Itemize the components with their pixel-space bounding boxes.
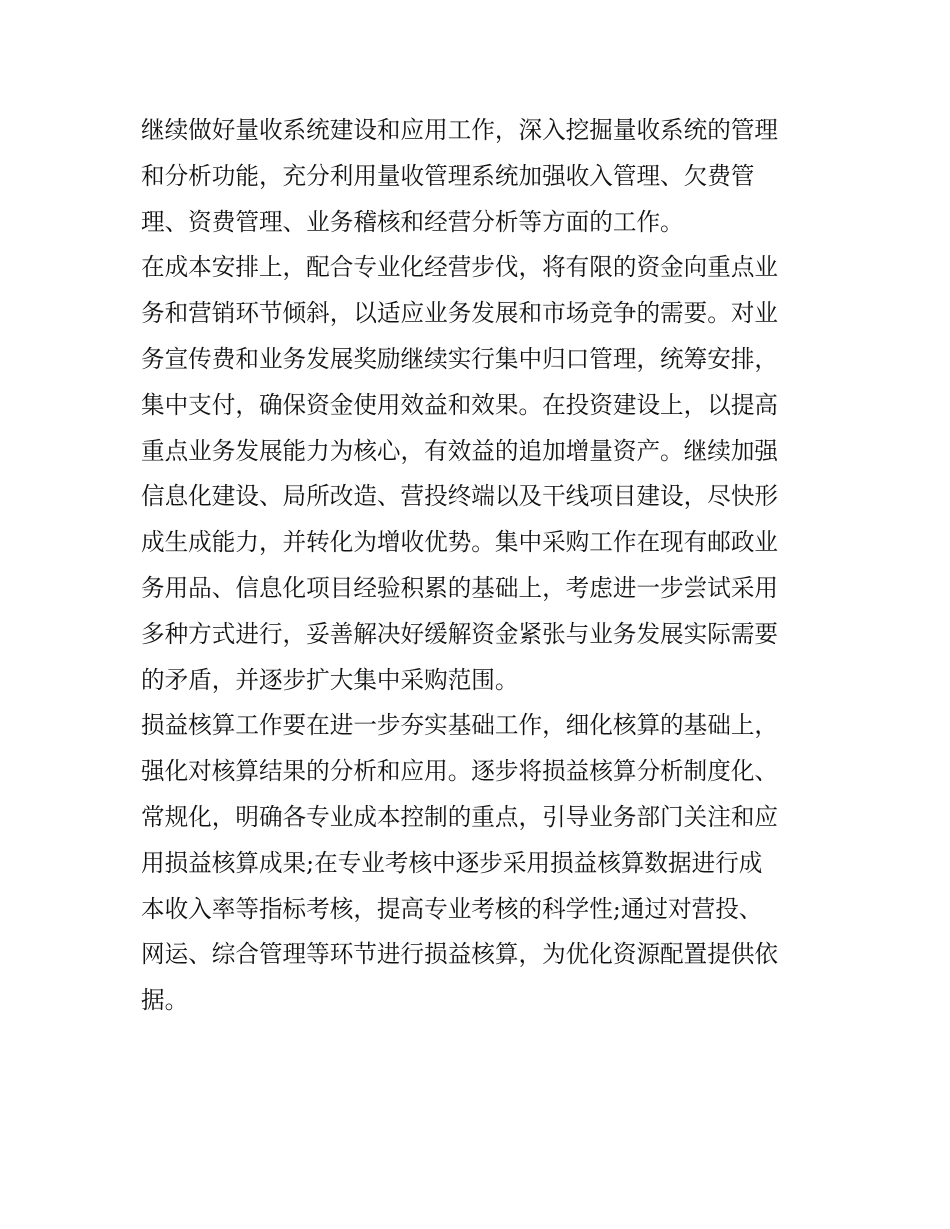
paragraph-1 <box>141 108 813 245</box>
text-line: 理、资费管理、业务稽核和经营分析等方面的工作。 <box>141 207 684 236</box>
text-line: 的矛盾，并逐步扩大集中采购范围。 <box>141 665 519 694</box>
paragraph-3 <box>141 703 813 1024</box>
text-line: 和分析功能，充分利用量收管理系统加强收入管理、欠费管 <box>141 161 755 190</box>
text-line: 重点业务发展能力为核心，有效益的追加增量资产。继续加强 <box>141 436 779 465</box>
text-line: 用损益核算成果;在专业考核中逐步采用损益核算数据进行成 <box>141 848 763 877</box>
text-line: 务和营销环节倾斜，以适应业务发展和市场竞争的需要。对业 <box>141 299 779 328</box>
text-line: 继续做好量收系统建设和应用工作，深入挖掘量收系统的管理 <box>141 116 779 144</box>
text-line: 务宣传费和业务发展奖励继续实行集中归口管理，统筹安排， <box>141 344 779 373</box>
text-line: 强化对核算结果的分析和应用。逐步将损益核算分析制度化、 <box>141 757 779 786</box>
text-line: 集中支付，确保资金使用效益和效果。在投资建设上，以提高 <box>141 390 779 419</box>
text-line: 信息化建设、局所改造、营投终端以及干线项目建设，尽快形 <box>141 482 779 511</box>
text-line: 常规化，明确各专业成本控制的重点，引导业务部门关注和应 <box>141 802 779 831</box>
text-line: 成生成能力，并转化为增收优势。集中采购工作在现有邮政业 <box>141 528 779 557</box>
text-line: 网运、综合管理等环节进行损益核算，为优化资源配置提供依 <box>141 940 779 969</box>
text-line: 损益核算工作要在进一步夯实基础工作，细化核算的基础上， <box>141 711 779 740</box>
text-line: 本收入率等指标考核，提高专业考核的科学性;通过对营投、 <box>141 894 763 923</box>
text-line: 多种方式进行，妥善解决好缓解资金紧张与业务发展实际需要 <box>141 619 779 648</box>
document-body <box>141 108 813 1024</box>
text-line: 据。 <box>141 986 189 1015</box>
text-line: 务用品、信息化项目经验积累的基础上，考虑进一步尝试采用 <box>141 573 779 602</box>
text-line: 在成本安排上，配合专业化经营步伐，将有限的资金向重点业 <box>141 253 779 282</box>
paragraph-2 <box>141 245 813 703</box>
